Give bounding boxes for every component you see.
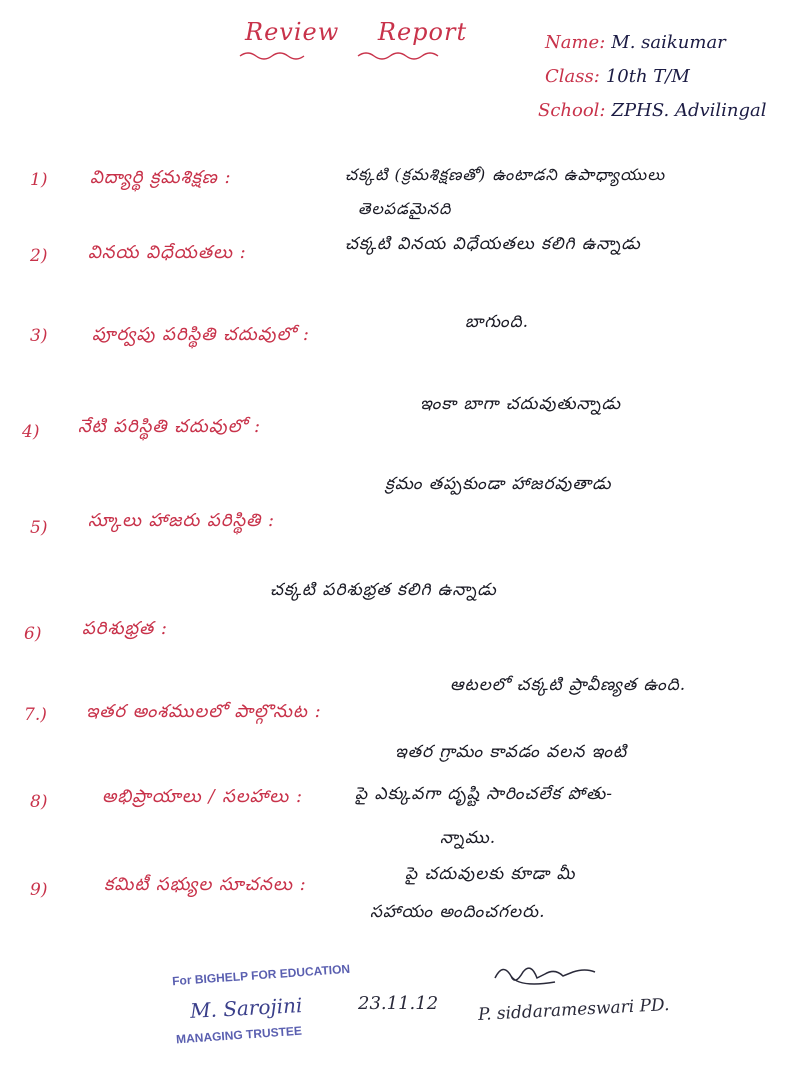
- item-label: పూర్వపు పరిస్థితి చదువులో :: [92, 324, 310, 345]
- trustee-signature: M. Sarojini: [189, 993, 303, 1023]
- item-number: 9): [30, 880, 48, 900]
- school-label: School:: [538, 100, 606, 121]
- item-answer-line2: తెలపడమైనది: [358, 199, 452, 218]
- item-answer: క్రమం తప్పకుండా హాజరవుతాడు: [385, 474, 612, 494]
- student-school: [538, 100, 767, 121]
- class-value: 10th T/M: [605, 66, 690, 87]
- student-class: [545, 66, 690, 87]
- item-number: 7.): [24, 705, 47, 725]
- student-name: [545, 32, 726, 53]
- name-label: Name:: [545, 32, 606, 53]
- item-number: 8): [30, 792, 48, 812]
- item-label: విద్యార్థి క్రమశిక్షణ :: [90, 167, 232, 188]
- item-number: 4): [22, 422, 40, 442]
- item-label: పరిశుభ్రత :: [82, 618, 168, 639]
- item-label: వినయ విధేయతలు :: [88, 242, 247, 263]
- item-label: నేటి పరిస్థితి చదువులో :: [78, 416, 262, 437]
- item-number: 2): [30, 246, 48, 266]
- item-answer: చక్కటి పరిశుభ్రత కలిగి ఉన్నాడు: [270, 580, 497, 600]
- item-label: స్కూలు హాజరు పరిస్థితి :: [88, 510, 276, 531]
- item-answer: పై చదువులకు కూడా మీ: [405, 864, 576, 884]
- item-answer: చక్కటి వినయ విధేయతలు కలిగి ఉన్నాడు: [345, 234, 641, 254]
- organization-stamp-line1: For BIGHELP FOR EDUCATION: [171, 961, 351, 989]
- item-number: 3): [30, 326, 48, 346]
- item-number: 6): [24, 624, 42, 644]
- name-value: M. saikumar: [611, 32, 726, 53]
- report-date: 23.11.12: [358, 993, 439, 1014]
- item-answer: చక్కటి (క్రమశిక్షణతో) ఉంటాడని ఉపాధ్యాయులు: [345, 165, 666, 184]
- item-answer: బాగుంది.: [465, 312, 530, 332]
- signer-name: P. siddarameswari PD.: [477, 995, 670, 1025]
- item-answer: ఇతర గ్రామం కావడం వలన ఇంటి: [395, 742, 628, 762]
- signature-mark: [485, 958, 605, 998]
- item-answer-line2: సహాయం అందించగలరు.: [370, 902, 546, 922]
- item-label: అభిప్రాయాలు / సలహాలు :: [102, 786, 304, 807]
- item-label: ఇతర అంశములలో పాల్గొనుట :: [86, 701, 322, 722]
- item-answer-line3: న్నాము.: [440, 828, 497, 848]
- item-answer: ఇంకా బాగా చదువుతున్నాడు: [420, 394, 621, 414]
- item-number: 5): [30, 518, 48, 538]
- item-label: కమిటీ సభ్యుల సూచనలు :: [104, 874, 307, 895]
- page-title: Review Report: [245, 18, 468, 46]
- item-number: 1): [30, 170, 48, 190]
- class-label: Class:: [545, 66, 600, 87]
- school-value: ZPHS. Advilingal: [611, 100, 767, 121]
- item-answer-line2: పై ఎక్కువగా దృష్టి సారించలేక పోతు-: [355, 784, 613, 804]
- title-underline: [238, 48, 458, 64]
- organization-stamp-line2: MANAGING TRUSTEE: [175, 1023, 303, 1047]
- item-answer: ఆటలలో చక్కటి ప్రావీణ్యత ఉంది.: [450, 675, 687, 695]
